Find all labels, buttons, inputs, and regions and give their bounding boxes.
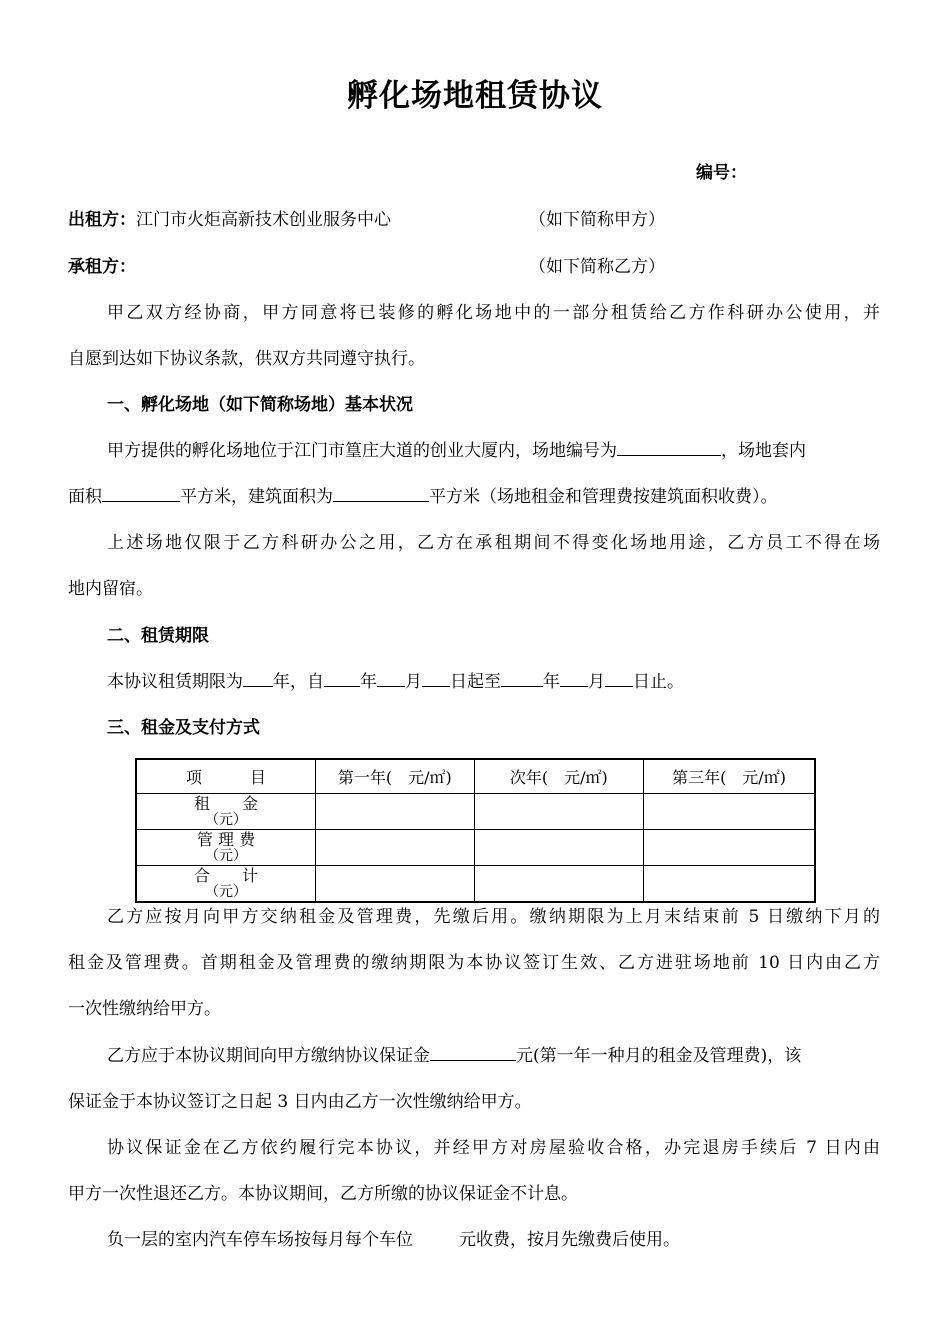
row-label: 租 金 [194,793,259,813]
section1-para1-line2 [68,482,888,507]
term-text: 年 [543,672,560,692]
section1-text: ，场地套内 [721,441,806,461]
header-year1: 第一年( 元/㎡) [316,759,475,794]
term-text: 本协议租赁期限为 [107,672,243,692]
payment-para-line2: 租金及管理费。首期租金及管理费的缴纳期限为本协议签订生效、乙方进驻场地前 10 日内由乙方 [68,953,880,973]
payment-para-line3: 一次性缴纳给甲方。 [68,999,221,1019]
deposit-text: 乙方应于本协议期间向甲方缴纳协议保证金 [107,1046,430,1066]
row-label: 管 理 费 [196,829,256,849]
intro-line-1: 甲乙双方经协商，甲方同意将已装修的孵化场地中的一部分租赁给乙方作科研办公使用，并 [107,303,880,323]
row-unit: （元） [205,883,248,900]
section1-text: 面积 [68,487,102,507]
header-year2: 次年( 元/㎡) [474,759,643,794]
row-label-rent [136,794,316,830]
intro-line-2: 自愿到达如下协议条款，供双方共同遵守执行。 [68,349,425,369]
rent-table [135,758,816,903]
table-cell [474,866,643,903]
table-cell [474,830,643,866]
section1-heading: 一、孵化场地（如下简称场地）基本状况 [107,395,413,415]
deposit-text: 元(第一年一种月的租金及管理费)，该 [516,1046,802,1066]
header-item: 项 目 [136,759,316,794]
section1-text: 平方米，建筑面积为 [180,487,333,507]
term-text: 年，自 [273,672,324,692]
deposit-para-line1 [107,1041,887,1066]
end-year-blank [501,670,543,687]
table-cell [644,866,815,903]
lessee-alias: （如下简称乙方） [529,257,665,277]
table-row-total [136,866,815,903]
document-title: 孵化场地租赁协议 [347,78,603,114]
deposit-amount-blank [430,1044,516,1061]
section1-text: 平方米（场地租金和管理费按建筑面积收费）。 [429,487,778,507]
contract-number-label: 编号： [696,163,747,183]
table-header-row [136,759,815,794]
term-text: 日起至 [450,672,501,692]
term-text: 月 [588,672,605,692]
lease-term-line [107,667,887,692]
lessee-label: 承租方： [68,257,136,277]
end-day-blank [605,670,633,687]
refund-para-line1: 协议保证金在乙方依约履行完本协议，并经甲方对房屋验收合格，办完退房手续后 7 日内由 [107,1138,880,1158]
lessor-line [68,205,888,230]
table-row-fee [136,830,815,866]
start-year-blank [324,670,360,687]
table-cell [644,830,815,866]
row-label-fee [136,830,316,866]
building-area-blank [333,485,429,502]
parking-text: 负一层的室内汽车停车场按每月每个车位 [107,1230,413,1250]
table-cell [316,866,475,903]
end-month-blank [560,670,588,687]
start-month-blank [377,670,405,687]
row-unit: （元） [205,847,248,864]
inner-area-blank [102,485,180,502]
row-unit: （元） [205,811,248,828]
section2-heading: 二、租赁期限 [107,626,209,646]
table-cell [316,830,475,866]
parking-text: 元收费，按月先缴费后使用。 [459,1230,680,1250]
section1-para2-line2: 地内留宿。 [68,579,153,599]
lessee-line [68,252,888,277]
payment-para-line1: 乙方应按月向甲方交纳租金及管理费，先缴后用。缴纳期限为上月末结束前 5 日缴纳下月的 [107,907,880,927]
table-cell [474,794,643,830]
section1-text: 甲方提供的孵化场地位于江门市篁庄大道的创业大厦内，场地编号为 [107,441,617,461]
lessor-name: 江门市火炬高新技术创业服务中心 [136,210,391,230]
deposit-para-line2: 保证金于本协议签订之日起 3 日内由乙方一次性缴纳给甲方。 [68,1092,532,1112]
lessor-alias: （如下简称甲方） [529,210,665,230]
term-text: 日止。 [633,672,684,692]
section1-para2-line1: 上述场地仅限于乙方科研办公之用，乙方在承租期间不得变化场地用途，乙方员工不得在场 [107,533,880,553]
row-label-total [136,866,316,903]
table-cell [644,794,815,830]
term-text: 月 [405,672,422,692]
parking-para [107,1225,887,1250]
term-text: 年 [360,672,377,692]
header-year3: 第三年( 元/㎡) [644,759,815,794]
section1-para1-line1 [107,436,887,461]
row-label: 合 计 [194,865,259,885]
section3-heading: 三、租金及支付方式 [107,718,260,738]
site-number-blank [617,439,721,456]
start-day-blank [422,670,450,687]
table-row-rent [136,794,815,830]
table-cell [316,794,475,830]
term-years-blank [243,670,273,687]
lessor-label: 出租方： [68,210,136,230]
refund-para-line2: 甲方一次性退还乙方。本协议期间，乙方所缴的协议保证金不计息。 [68,1184,578,1204]
